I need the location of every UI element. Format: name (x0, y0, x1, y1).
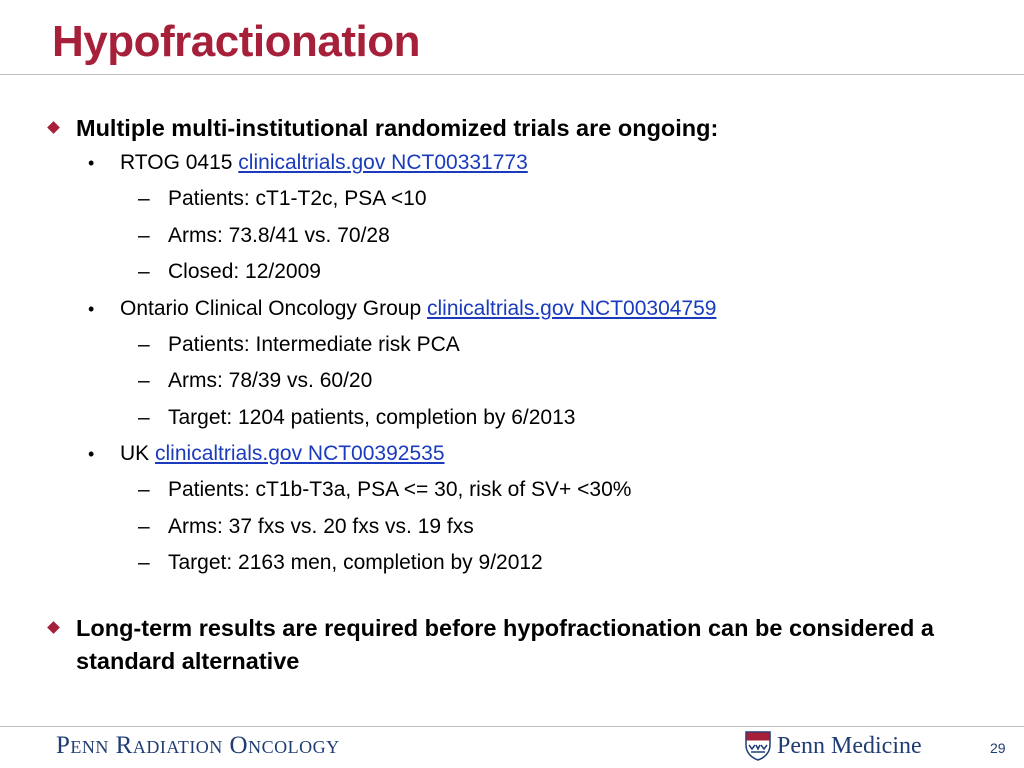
dash-bullet-icon: – (138, 223, 150, 247)
title-divider (0, 74, 1024, 75)
detail-text: Arms: 73.8/41 vs. 70/28 (168, 223, 390, 247)
footer-divider (0, 726, 1024, 727)
dot-bullet-icon: • (88, 153, 95, 173)
diamond-bullet-icon (47, 621, 60, 634)
dash-bullet-icon: – (138, 551, 150, 574)
bullet-level3-detail (138, 254, 1024, 291)
dash-bullet-icon: – (138, 369, 150, 392)
detail-text: Arms: 78/39 vs. 60/20 (168, 369, 373, 392)
bullet-level3-detail (138, 509, 1024, 546)
detail-text: Patients: cT1b-T3a, PSA <= 30, risk of SV+ <30% (168, 478, 632, 501)
bullet-level3-detail (138, 545, 1024, 582)
dot-bullet-icon: • (88, 444, 95, 464)
trial-name: UK (120, 442, 156, 465)
bullet-level2-trial (88, 291, 1024, 327)
penn-medicine-wordmark: Penn Medicine (777, 732, 922, 759)
trial-link[interactable]: clinicaltrials.gov NCT00331773 (238, 151, 528, 174)
bullet-level2-trial (88, 436, 1024, 472)
detail-text: Target: 2163 men, completion by 9/2012 (168, 551, 543, 574)
dot-bullet-icon: • (88, 298, 95, 319)
detail-text: Patients: cT1-T2c, PSA <10 (168, 187, 427, 210)
bullet-level3-detail (138, 218, 1024, 255)
bullet-level3-detail (138, 327, 1024, 364)
trial-name: RTOG 0415 (120, 151, 239, 174)
page-number: 29 (990, 740, 1006, 756)
dash-bullet-icon: – (138, 405, 150, 429)
dash-bullet-icon: – (138, 187, 150, 210)
diamond-bullet-icon (47, 121, 60, 134)
bullet-level1-trials (76, 112, 976, 145)
bullet-level3-detail (138, 181, 1024, 218)
dash-bullet-icon: – (138, 260, 150, 283)
detail-text: Arms: 37 fxs vs. 20 fxs vs. 19 fxs (168, 514, 474, 538)
dash-bullet-icon: – (138, 332, 150, 356)
bullet-level2-trial (88, 145, 1024, 181)
dash-bullet-icon: – (138, 514, 150, 538)
penn-radiation-oncology-logo: Penn Radiation Oncology (56, 732, 340, 759)
detail-text: Closed: 12/2009 (168, 260, 321, 283)
bullet-level1-text: Multiple multi-institutional randomized trials are ongoing: (76, 115, 719, 141)
penn-shield-icon (745, 731, 771, 761)
bullet-level1-conclusion (76, 612, 976, 678)
bullet-level1-text: Long-term results are required before hypofractionation can be considered a standard alternative (76, 614, 934, 674)
slide-title: Hypofractionation (52, 17, 420, 66)
trial-name: Ontario Clinical Oncology Group (120, 296, 427, 320)
trial-link[interactable]: clinicaltrials.gov NCT00392535 (155, 442, 445, 465)
trial-link[interactable]: clinicaltrials.gov NCT00304759 (426, 296, 717, 320)
bullet-level3-detail (138, 400, 1024, 437)
bullet-level3-detail (138, 363, 1024, 400)
slide-content (0, 112, 1024, 678)
penn-medicine-logo (745, 731, 922, 761)
dash-bullet-icon: – (138, 478, 150, 501)
detail-text: Target: 1204 patients, completion by 6/2013 (168, 405, 576, 429)
detail-text: Patients: Intermediate risk PCA (168, 332, 460, 356)
bullet-level3-detail (138, 472, 1024, 509)
